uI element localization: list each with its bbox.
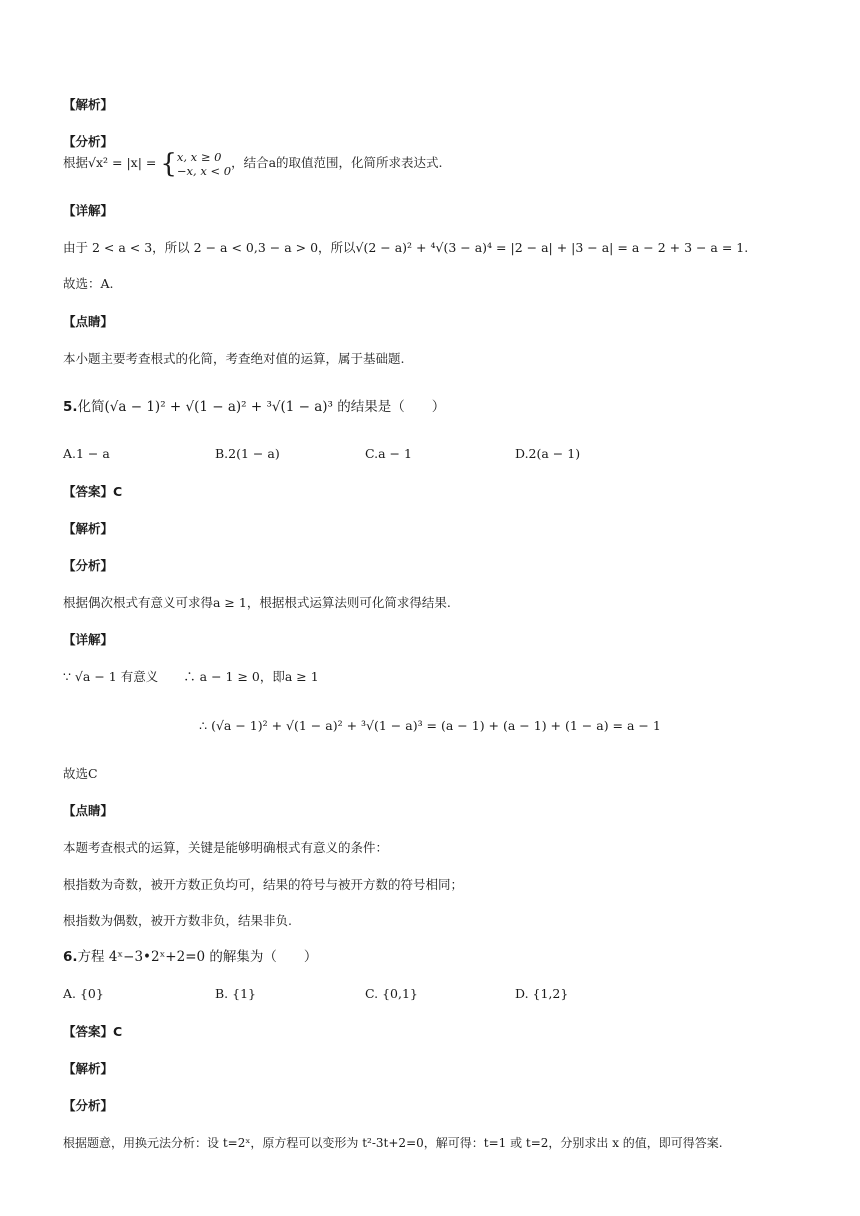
fenxi-text: 根据题意，用换元法分析：设 t=2ˣ，原方程可以变形为 t²-3t+2=0，解可得：t=1 或 t=2，分别求出 x 的值，即可得答案. [63, 1136, 723, 1150]
fenxi-text-a: 根据√x² = |x| = [63, 155, 161, 170]
option-b: B. {1} [215, 986, 256, 1001]
fenxi-text: 根据偶次根式有意义可求得a ≥ 1，根据根式运算法则可化简求得结果. [63, 595, 451, 610]
analysis-heading: 【解析】 [63, 97, 114, 112]
xiangjie-heading: 【详解】 [63, 203, 114, 218]
fenxi-heading: 【分析】 [63, 134, 114, 149]
question-number: 6. [63, 949, 78, 965]
option-b: B.2(1 − a) [215, 446, 280, 461]
therefore-equation: ∴ (√a − 1)² + √(1 − a)² + ³√(1 − a)³ = (a − 1) + (a − 1) + (1 − a) = a − 1 [199, 718, 661, 733]
question-stem: 化简(√a − 1)² + √(1 − a)² + ³√(1 − a)³ 的结果是（ ） [77, 399, 446, 415]
xiangjie-heading: 【详解】 [63, 632, 114, 647]
fenxi-heading: 【分析】 [63, 1098, 114, 1113]
option-c: C.a − 1 [365, 446, 412, 461]
choice-line: 故选：A. [63, 276, 114, 291]
cases-block [177, 150, 231, 178]
question-5 [63, 398, 445, 416]
dianjing-text-3: 根指数为偶数，被开方数非负，结果非负. [63, 913, 292, 928]
dianjing-text-1: 本题考查根式的运算，关键是能够明确根式有意义的条件： [63, 840, 389, 855]
cases-brace: { [160, 148, 177, 179]
dianjing-text: 本小题主要考查根式的化简，考查绝对值的运算，属于基础题. [63, 351, 405, 366]
case-2: −x, x < 0 [176, 163, 232, 178]
xiangjie-text: 由于 2 < a < 3，所以 2 − a < 0,3 − a > 0，所以√(2 − a)² + ⁴√(3 − a)⁴ = |2 − a| + |3 − a| = a − 2 + 3 − a = 1. [63, 240, 749, 255]
dianjing-heading: 【点睛】 [63, 314, 114, 329]
option-a: A. {0} [63, 986, 104, 1001]
answer-line: 【答案】C [63, 484, 123, 499]
choice-line: 故选C [63, 766, 98, 781]
option-d: D. {1,2} [515, 986, 569, 1001]
analysis-heading: 【解析】 [63, 1061, 114, 1076]
fenxi-text [63, 148, 443, 178]
fenxi-text-b: ，结合a的取值范围，化简所求表达式. [231, 155, 443, 170]
answer-line: 【答案】C [63, 1024, 123, 1039]
question-number: 5. [63, 399, 78, 415]
option-d: D.2(a − 1) [515, 446, 581, 461]
fenxi-heading: 【分析】 [63, 558, 114, 573]
case-1: x, x ≥ 0 [176, 149, 222, 164]
option-a: A.1 − a [63, 446, 110, 461]
question-stem: 方程 4ˣ−3•2ˣ+2=0 的解集为（ ） [77, 949, 318, 965]
option-c: C. {0,1} [365, 986, 418, 1001]
because-line: ∵ √a − 1 有意义 ∴ a − 1 ≥ 0，即a ≥ 1 [63, 669, 319, 684]
dianjing-text-2: 根指数为奇数，被开方数正负均可，结果的符号与被开方数的符号相同； [63, 877, 464, 892]
analysis-heading: 【解析】 [63, 521, 114, 536]
dianjing-heading: 【点睛】 [63, 803, 114, 818]
question-6 [63, 948, 317, 966]
